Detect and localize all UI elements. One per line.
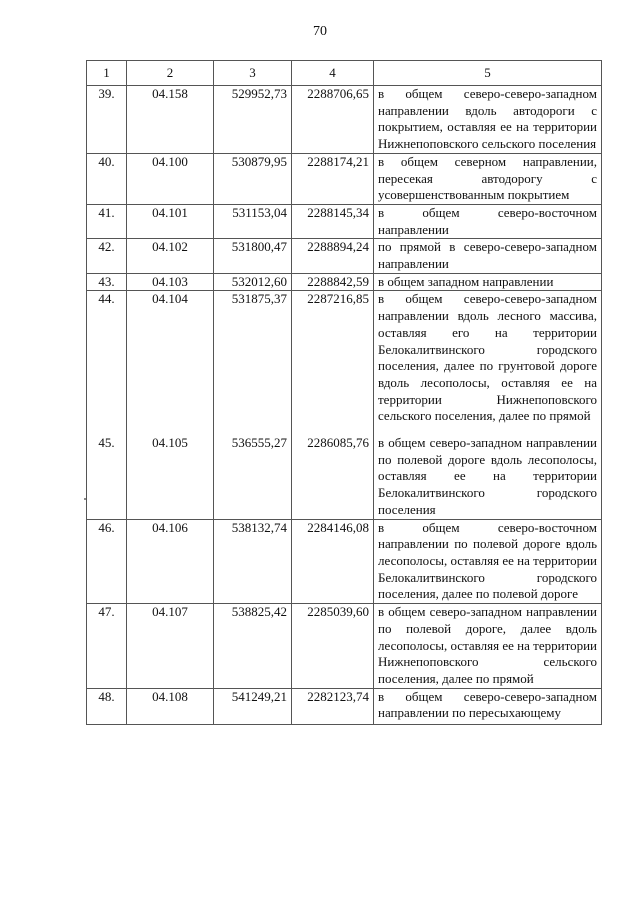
coordinate-x: 531800,47 xyxy=(214,239,292,273)
boundary-description: в общем северном направлении, пересекая автодорогу с усовершенствованным покрытием xyxy=(374,153,602,204)
table-row xyxy=(87,291,602,433)
scan-speck xyxy=(84,498,86,500)
point-id: 04.106 xyxy=(127,519,214,604)
row-number: 40. xyxy=(87,153,127,204)
coordinate-x: 538132,74 xyxy=(214,519,292,604)
coordinate-y: 2285039,60 xyxy=(292,604,374,689)
table-row xyxy=(87,204,602,238)
coordinate-y: 2288145,34 xyxy=(292,204,374,238)
coordinate-y: 2286085,76 xyxy=(292,433,374,519)
point-id: 04.104 xyxy=(127,291,214,433)
coordinate-y: 2288174,21 xyxy=(292,153,374,204)
coordinate-x: 532012,60 xyxy=(214,273,292,291)
point-id: 04.103 xyxy=(127,273,214,291)
row-number: 47. xyxy=(87,604,127,689)
coordinate-y: 2282123,74 xyxy=(292,688,374,724)
coordinate-y: 2288894,24 xyxy=(292,239,374,273)
coordinates-table xyxy=(86,60,602,725)
point-id: 04.108 xyxy=(127,688,214,724)
coordinate-x: 531153,04 xyxy=(214,204,292,238)
coordinate-x: 541249,21 xyxy=(214,688,292,724)
row-number: 44. xyxy=(87,291,127,433)
boundary-description: в общем северо-северо-западном направлении по пересыхающему xyxy=(374,688,602,724)
row-number: 46. xyxy=(87,519,127,604)
boundary-description: в общем северо-западном направлении по полевой дороге, далее вдоль лесополосы, оставляя ее на территории Нижнепоповского сельского поселения, далее по прямой xyxy=(374,604,602,689)
header-cell-2: 2 xyxy=(127,61,214,86)
table-row xyxy=(87,86,602,154)
coordinate-x: 538825,42 xyxy=(214,604,292,689)
row-number: 41. xyxy=(87,204,127,238)
table-row xyxy=(87,519,602,604)
coordinate-y: 2288706,65 xyxy=(292,86,374,154)
header-cell-1: 1 xyxy=(87,61,127,86)
coordinate-x: 529952,73 xyxy=(214,86,292,154)
point-id: 04.100 xyxy=(127,153,214,204)
boundary-description: в общем северо-северо-западном направлении вдоль автодороги с покрытием, оставляя ее на территории Нижнепоповского сельского поселения xyxy=(374,86,602,154)
table-row xyxy=(87,273,602,291)
point-id: 04.101 xyxy=(127,204,214,238)
coordinate-x: 530879,95 xyxy=(214,153,292,204)
table-row xyxy=(87,153,602,204)
boundary-description: по прямой в северо-северо-западном направлении xyxy=(374,239,602,273)
point-id: 04.158 xyxy=(127,86,214,154)
row-number: 42. xyxy=(87,239,127,273)
row-number: 43. xyxy=(87,273,127,291)
coordinate-y: 2287216,85 xyxy=(292,291,374,433)
boundary-description: в общем западном направлении xyxy=(374,273,602,291)
point-id: 04.102 xyxy=(127,239,214,273)
row-number: 45. xyxy=(87,433,127,519)
header-cell-4: 4 xyxy=(292,61,374,86)
row-number: 48. xyxy=(87,688,127,724)
header-cell-5: 5 xyxy=(374,61,602,86)
header-cell-3: 3 xyxy=(214,61,292,86)
page-number: 70 xyxy=(313,24,327,39)
table-row xyxy=(87,688,602,724)
point-id: 04.105 xyxy=(127,433,214,519)
table-row xyxy=(87,433,602,519)
coordinate-y: 2284146,08 xyxy=(292,519,374,604)
coordinate-x: 531875,37 xyxy=(214,291,292,433)
coordinate-y: 2288842,59 xyxy=(292,273,374,291)
table-row xyxy=(87,604,602,689)
table-header-row xyxy=(87,61,602,86)
coordinate-x: 536555,27 xyxy=(214,433,292,519)
boundary-description: в общем северо-западном направлении по полевой дороге вдоль лесополосы, оставляя ее на территории Белокалитвинского городского поселения xyxy=(374,433,602,519)
row-number: 39. xyxy=(87,86,127,154)
boundary-description: в общем северо-северо-западном направлении вдоль лесного массива, оставляя его на территории Белокалитвинского городского поселения, далее по грунтовой дороге вдоль лесополосы, оставляя ее на территории Нижнепоповского сельского поселения, далее по прямой xyxy=(374,291,602,433)
table-row xyxy=(87,239,602,273)
boundary-description: в общем северо-восточном направлении xyxy=(374,204,602,238)
boundary-description: в общем северо-восточном направлении по полевой дороге вдоль лесополосы, оставляя ее на территории Белокалитвинского городского поселения, далее по полевой дороге xyxy=(374,519,602,604)
point-id: 04.107 xyxy=(127,604,214,689)
